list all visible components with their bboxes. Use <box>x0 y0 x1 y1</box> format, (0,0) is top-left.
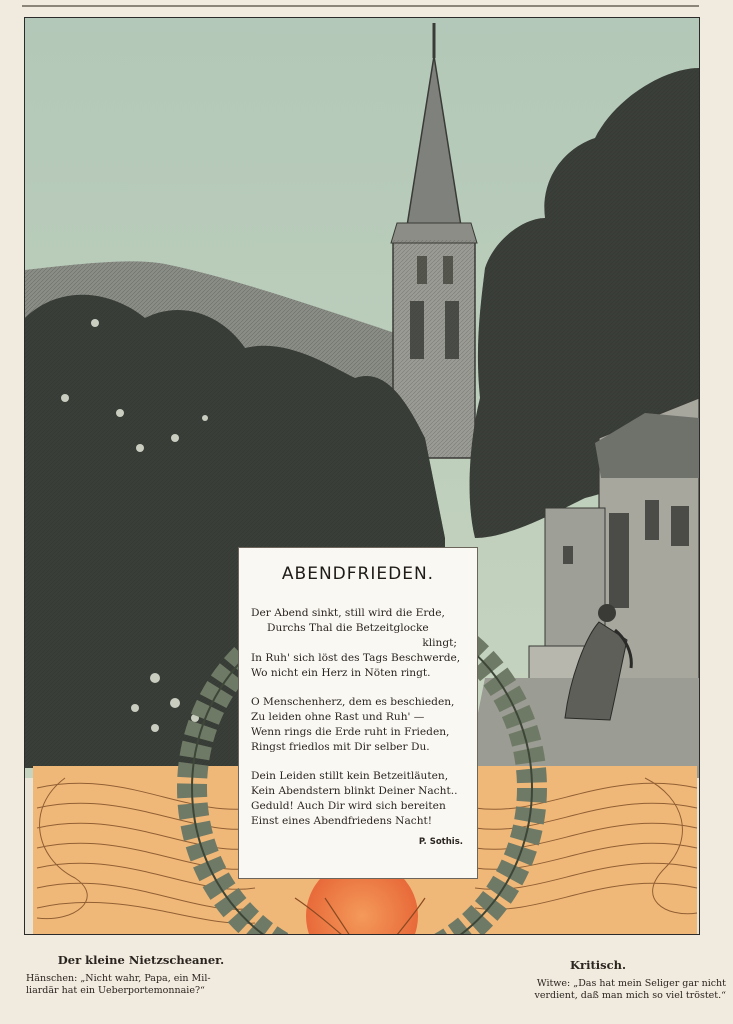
poem-line: Geduld! Auch Dir wird sich bereiten <box>251 800 446 812</box>
poem-line: Dein Leiden stillt kein Betzeitläuten, <box>251 770 449 782</box>
poem-line: In Ruh' sich löst des Tags Beschwerde, <box>251 652 461 664</box>
poem-line: O Menschenherz, dem es beschieden, <box>251 696 455 708</box>
poem-author: P. Sothis. <box>418 837 463 847</box>
poem-line: Wenn rings die Erde ruht in Frieden, <box>251 726 450 738</box>
caption-left-heading: Der kleine Nietzscheaner. <box>57 953 225 967</box>
caption-left-line: liardär hat ein Ueberportemonnaie?“ <box>26 985 205 996</box>
caption-right <box>470 958 726 1002</box>
caption-left <box>26 953 256 997</box>
stanza-2 <box>251 695 465 755</box>
poem-line: klingt; <box>422 637 457 649</box>
caption-left-line: Hänschen: „Nicht wahr, Papa, ein Mil- <box>26 973 211 984</box>
stanza-1 <box>251 606 465 681</box>
poem-line: Durchs Thal die Betzeitglocke <box>267 622 429 634</box>
poem-line: Zu leiden ohne Rast und Ruh' — <box>251 711 425 723</box>
poem-title: ABENDFRIEDEN. <box>281 564 435 584</box>
stanza-3 <box>251 769 465 829</box>
caption-right-heading: Kritisch. <box>570 958 626 972</box>
poem-line: Einst eines Abendfriedens Nacht! <box>251 815 433 827</box>
poem-line: Der Abend sinkt, still wird die Erde, <box>251 607 445 619</box>
poem-line: Wo nicht ein Herz in Nöten ringt. <box>251 667 431 679</box>
poem-line: Ringst friedlos mit Dir selber Du. <box>251 741 430 753</box>
top-rule <box>22 5 699 7</box>
caption-right-line: verdient, daß man mich so viel tröstet.“ <box>534 990 726 1001</box>
poem-card <box>238 547 478 879</box>
poem-line: Kein Abendstern blinkt Deiner Nacht.. <box>251 785 458 797</box>
caption-right-line: Witwe: „Das hat mein Seliger gar nicht <box>536 978 726 989</box>
